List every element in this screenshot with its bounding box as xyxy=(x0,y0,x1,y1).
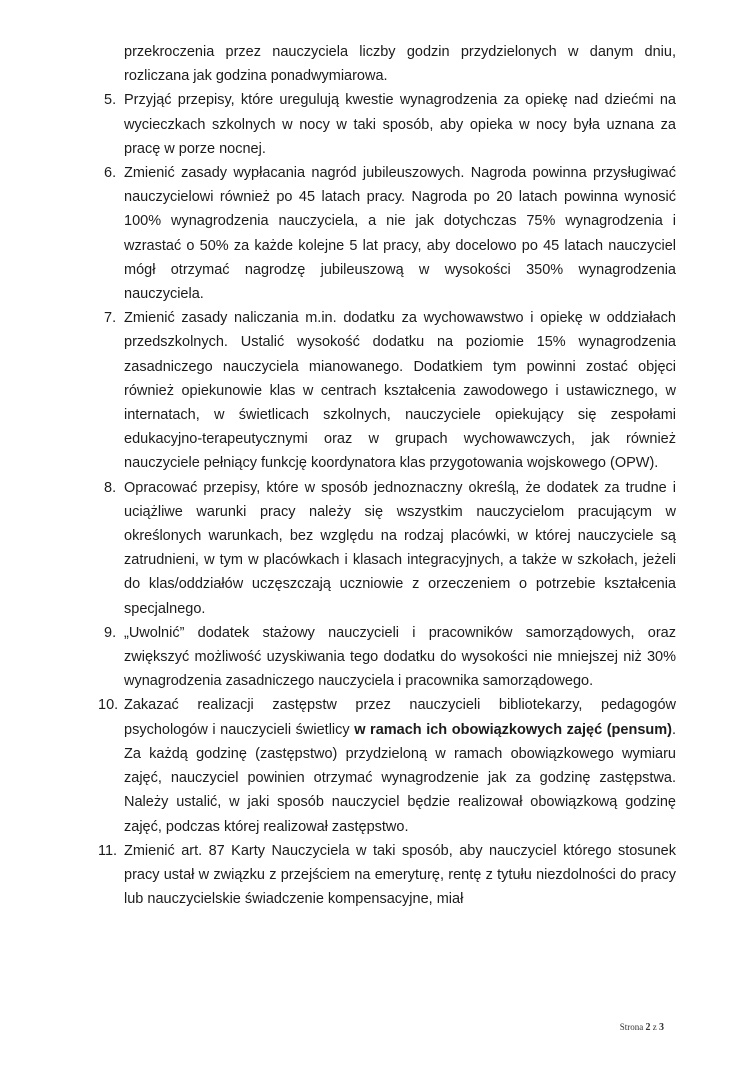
list-item-8 xyxy=(98,476,676,621)
item-number: 5. xyxy=(104,92,117,109)
item-text xyxy=(124,697,676,834)
item-text-before: Zakazać realizacji zastępstw przez nauczycieli bibliotekarzy, pedagogów psychologów i nauczycieli świetlicy xyxy=(124,697,676,738)
item-text: Zmienić zasady wypłacania nagród jubileuszowych. Nagroda powinna przysługiwać nauczycielowi również po 45 latach pracy. Nagroda po 20 latach powinna wynosić 100% wynagrodzenia nauczyciela, a nie jak dotychczas 75% wynagrodzenia i wzrastać o 50% za każde kolejne 5 lat pracy, aby docelowo po 45 latach nauczyciel mógł otrzymać nagrodzę jubileuszową w wysokości 350% wynagrodzenia nauczyciela. xyxy=(124,165,676,303)
item-number: 8. xyxy=(104,479,117,496)
item-number: 11. xyxy=(98,842,118,859)
item-text: Zmienić art. 87 Karty Nauczyciela w taki sposób, aby nauczyciel którego stosunek pracy ustał w związku z przejściem na emeryturę, rentę z tytułu niezdolności do pracy lub nauczycielskie świadczenie kompensacyjne, miał xyxy=(124,842,676,908)
list-item-5 xyxy=(98,88,676,161)
item-text: Zmienić zasady naliczania m.in. dodatku za wychowawstwo i opiekę w oddziałach przedszkolnych. Ustalić wysokość dodatku na poziomie 15% wynagrodzenia zasadniczego nauczyciela mianowanego. Dodatkiem tym powinni zostać objęci również opiekunowie klas w centrach kształcenia zawodowego i ustawicznego, w internatach, w świetlicach szkolnych, nauczyciele opiekujący się zespołami edukacyjno-terapeutycznymi oraz w grupach wychowawczych, jak również nauczyciele pełniący funkcję koordynatora klas przygotowania wojskowego (OPW). xyxy=(124,310,676,472)
document-body xyxy=(98,40,676,911)
list-item-11 xyxy=(98,839,676,912)
footer-total-pages: 3 xyxy=(659,1022,664,1033)
item-text: „Uwolnić” dodatek stażowy nauczycieli i pracowników samorządowych, oraz zwiększyć możliwość uzyskiwania tego dodatku do wysokości nie mniejszej niż 30% wynagrodzenia zasadniczego nauczyciela i pracownika samorządowego. xyxy=(124,624,676,690)
footer-separator: z xyxy=(652,1022,657,1032)
list-item-6 xyxy=(98,161,676,306)
page-number-footer xyxy=(620,1022,664,1033)
item-number: 9. xyxy=(104,624,117,641)
list-item-9 xyxy=(98,621,676,694)
item-number: 10. xyxy=(98,697,119,714)
item-number: 7. xyxy=(104,310,117,327)
continuation-text: przekroczenia przez nauczyciela liczby godzin przydzielonych w danym dniu, rozliczana jak godzina ponadwymiarowa. xyxy=(124,44,676,85)
item-text: Przyjąć przepisy, które uregulują kwestie wynagrodzenia za opiekę nad dziećmi na wycieczkach szkolnych w nocy w taki sposób, aby opieka w nocy była uznana za pracę w porze nocnej. xyxy=(124,92,676,157)
footer-label: Strona xyxy=(619,1022,644,1032)
footer-current-page: 2 xyxy=(645,1022,651,1033)
list-item-continuation xyxy=(98,40,676,88)
item-number: 6. xyxy=(104,165,117,182)
list-item-10 xyxy=(98,693,676,838)
item-text-after: . Za każdą godzinę (zastępstwo) przydzieloną w ramach obowiązkowego wymiaru zajęć, nauczyciel powinien otrzymać wynagrodzenie jak za godzinę zastępstwa. Należy ustalić, w jaki sposób nauczyciel będzie realizował obowiązkową godzinę zajęć, podczas której realizował zastępstwo. xyxy=(124,721,676,835)
item-text-bold: w ramach ich obowiązkowych zajęć (pensum) xyxy=(354,721,672,738)
list-item-7 xyxy=(98,306,676,475)
item-text: Opracować przepisy, które w sposób jednoznaczny określą, że dodatek za trudne i uciążliwe warunki pracy należy się wszystkim nauczycielom pracującym w określonych warunkach, bez względu na rodzaj placówki, w której nauczyciele są zatrudnieni, w tym w placówkach i klasach integracyjnych, a także w szkołach, jeżeli do klas/oddziałów uczęszczają uczniowie z orzeczeniem o potrzebie kształcenia specjalnego. xyxy=(124,479,676,617)
